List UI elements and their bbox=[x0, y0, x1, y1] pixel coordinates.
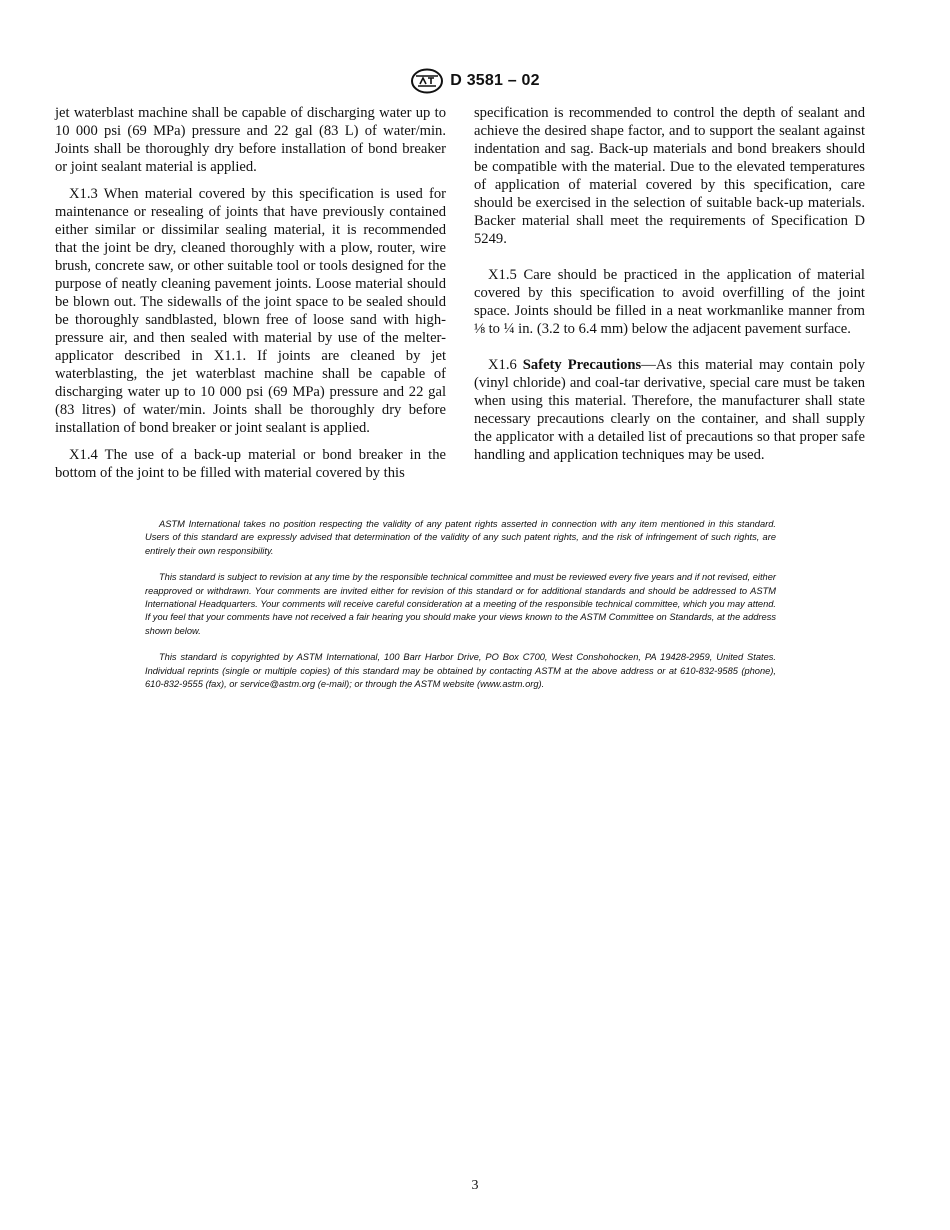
paragraph-x1-6 bbox=[474, 356, 865, 464]
section-number: X1.6 bbox=[488, 357, 523, 373]
astm-logo-icon bbox=[410, 68, 444, 94]
section-text: —As this material may contain poly (vinyl chloride) and coal-tar derivative, special care must be taken when using this material. Therefore, the manufacturer shall state necessary precautions clearly on the container, and shall supply the applicator with a detailed list of precautions so that proper safe handling and application techniques may be used. bbox=[474, 357, 865, 463]
copyright-notice: This standard is copyrighted by ASTM International, 100 Barr Harbor Drive, PO Box C700, West Conshohocken, PA 19428-2959, United States. Individual reprints (single or multiple copies) of this standard may be obtained by contacting ASTM at the above address or at 610-832-9585 (phone), 610-832-9555 (fax), or service@astm.org (e-mail); or through the ASTM website (www.astm.org). bbox=[145, 652, 776, 690]
right-column bbox=[474, 104, 865, 473]
patent-notice: ASTM International takes no position respecting the validity of any patent rights asserted in connection with any item mentioned in this standard. Users of this standard are expressly advised that determination of the validity of any such patent rights, and the risk of infringement of such rights, are entirely their own responsibility. bbox=[145, 519, 776, 556]
paragraph-continued: specification is recommended to control the depth of sealant and achieve the desired shape factor, and to support the sealant against indentation and sag. Back-up materials and bond breakers should be compatible with the material. Due to the elevated temperatures of application of material covered by this specification, care should be exercised in the selection of suitable back-up materials. Backer material shall meet the requirements of Specification D 5249. bbox=[474, 105, 865, 247]
left-column bbox=[55, 104, 446, 491]
paragraph-x1-5: X1.5 Care should be practiced in the application of material covered by this specification to avoid overfilling of the joint space. Joints should be filled in a neat workmanlike manner from ⅛ to ¼ in. (3.2 to 6.4 mm) below the adjacent pavement surface. bbox=[474, 267, 865, 337]
section-heading: Safety Precautions bbox=[522, 357, 642, 373]
page-number: 3 bbox=[471, 1178, 479, 1193]
paragraph-x1-3: X1.3 When material covered by this specification is used for maintenance or resealing of joints that have previously contained either similar or dissimilar sealing material, it is recommended that the joint be dry, cleaned thoroughly with a plow, router, wire brush, concrete saw, or other suitable tool or tools designed for the purpose of neatly cleaning pavement joints. Loose material should be blown out. The sidewalls of the joint space to be sealed should be thoroughly sandblasted, blown free of loose sand with high-pressure air, and then sealed with material by use of the melter-applicator described in X1.1. If joints are cleaned by jet waterblasting, the jet waterblast machine shall be capable of discharging water up to 10 000 psi (69 MPa) pressure and 22 gal (83 litres) of water/min. Joints shall be thoroughly dry before installation of bond breaker or joint sealant is applied. bbox=[55, 186, 446, 436]
legal-notices bbox=[145, 518, 776, 704]
paragraph-x1-4: X1.4 The use of a back-up material or bond breaker in the bottom of the joint to be filled with material covered by this bbox=[55, 447, 446, 481]
page-header bbox=[0, 68, 950, 94]
standard-designation: D 3581 – 02 bbox=[450, 72, 540, 89]
revision-notice: This standard is subject to revision at any time by the responsible technical committee and must be reviewed every five years and if not revised, either reapproved or withdrawn. Your comments are invited either for revision of this standard or for additional standards and should be addressed to ASTM International Headquarters. Your comments will receive careful consideration at a meeting of the responsible technical committee, which you may attend. If you feel that your comments have not received a fair hearing you should make your views known to the ASTM Committee on Standards, at the address shown below. bbox=[145, 572, 776, 636]
paragraph-continued: jet waterblast machine shall be capable of discharging water up to 10 000 psi (69 MPa) pressure and 22 gal (83 L) of water/min. Joints shall be thoroughly dry before installation of bond breaker or joint sealant material is applied. bbox=[55, 105, 446, 175]
